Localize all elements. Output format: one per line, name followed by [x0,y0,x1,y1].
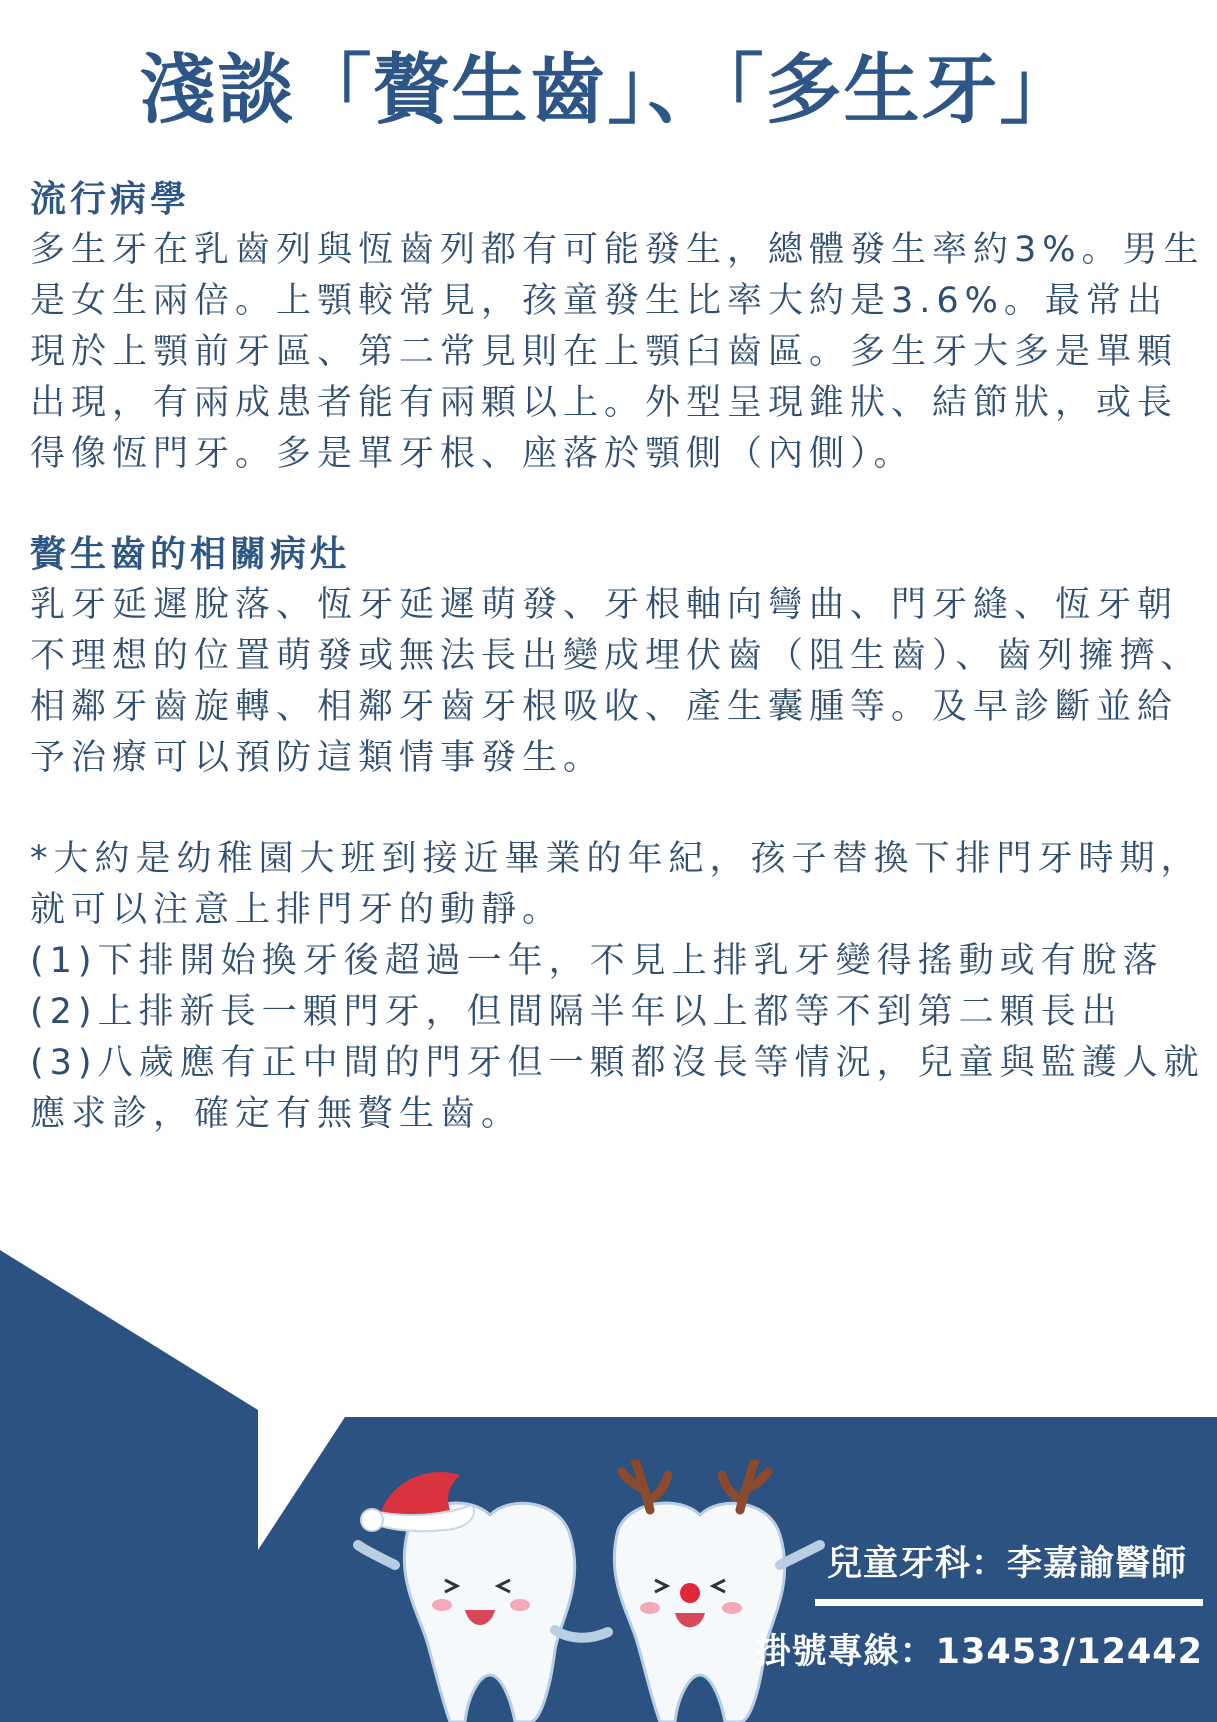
section-body-epidemiology: 多生牙在乳齒列與恆齒列都有可能發生，總體發生率約3%。男生是女生兩倍。上顎較常見，孩童發生比率大約是3.6%。最常出現於上顎前牙區、第二常見則在上顎臼齒區。多生牙大多是單顆出現，有兩成患者能有兩顆以上。外型呈現錐狀、結節狀，或長得像恆門牙。多是單牙根、座落於顎側（內側）。 [30,230,1205,474]
section-heading-related-lesions: 贅生齒的相關病灶 [30,534,351,575]
section-epidemiology [30,175,1205,480]
tooth-mascots-illustration [350,1460,830,1722]
reindeer-tooth-icon [614,1460,820,1722]
section-heading-epidemiology: 流行病學 [30,179,191,220]
section-related-lesions [30,530,1205,784]
notes-block [30,834,1205,1140]
article-content [30,175,1205,1140]
notes-item-1: (1)下排開始換牙後超過一年，不見上排乳牙變得搖動或有脫落 [30,941,1164,981]
santa-tooth-icon [358,1472,575,1722]
notes-intro: *大約是幼稚園大班到接近畢業的年紀，孩子替換下排門牙時期，就可以注意上排門牙的動靜。 [30,839,1202,930]
notes-item-2: (2)上排新長一顆門牙，但間隔半年以上都等不到第二顆長出 [30,992,1123,1032]
doctor-name: 兒童牙科：李嘉諭醫師 [826,1544,1187,1584]
booking-phone: 掛號專線：13453/12442 [755,1632,1203,1672]
page-title: 淺談「贅生齒」、「多生牙」 [139,45,1078,134]
holding-hands-icon [555,1630,608,1638]
section-body-related-lesions: 乳牙延遲脫落、恆牙延遲萌發、牙根軸向彎曲、門牙縫、恆牙朝不理想的位置萌發或無法長出變成埋伏齒（阻生齒）、齒列擁擠、相鄰牙齒旋轉、相鄰牙齒牙根吸收、產生囊腫等。及早診斷並給予治療可以預防這類情事發生。 [30,585,1202,778]
footer-divider [815,1599,1203,1606]
notes-item-3: (3)八歲應有正中間的門牙但一顆都沒長等情況，兒童與監護人就應求診，確定有無贅生齒。 [30,1043,1205,1134]
